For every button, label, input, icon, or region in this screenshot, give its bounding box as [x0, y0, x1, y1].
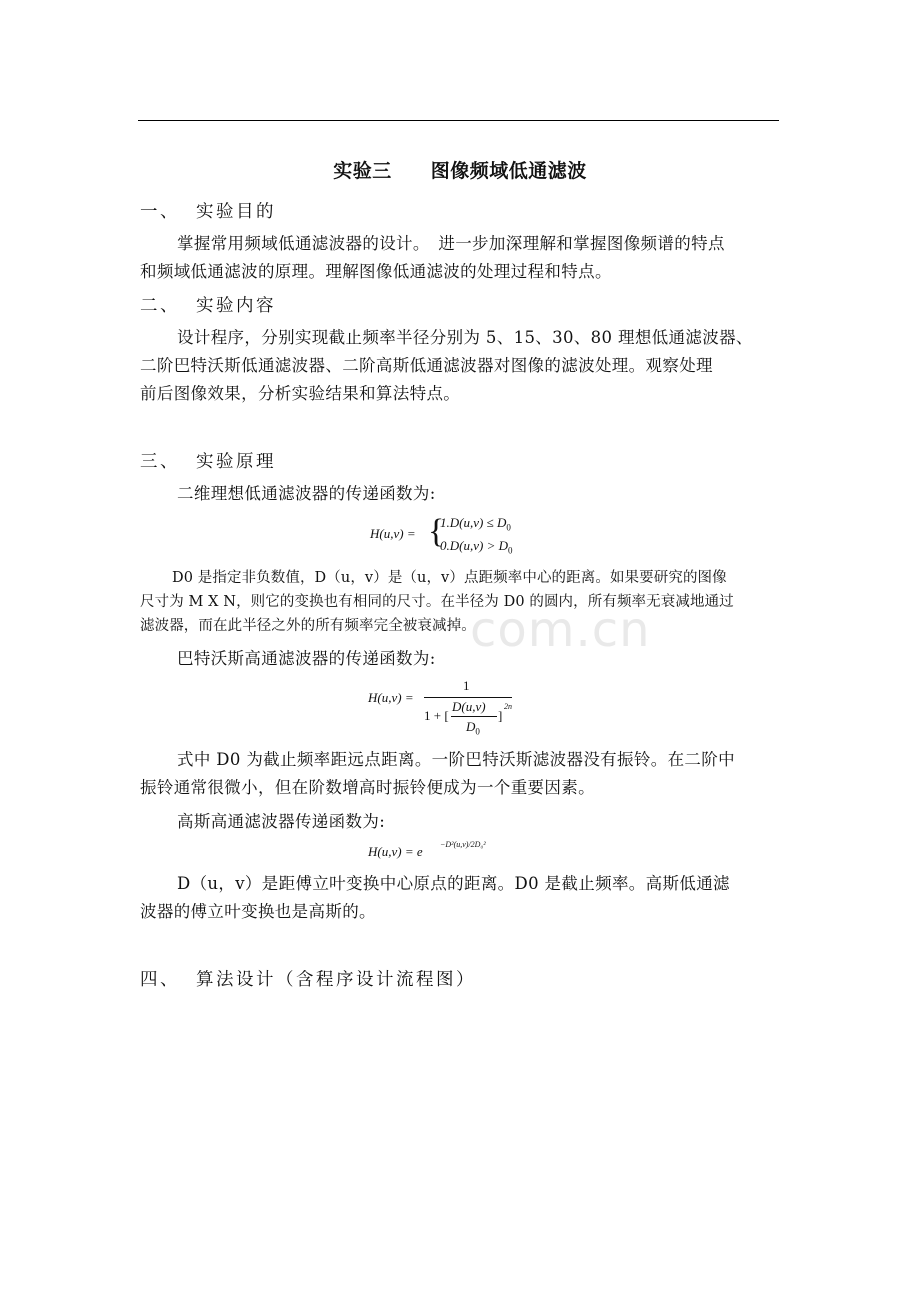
equation-lhs: H(u,v) =	[368, 690, 414, 705]
inner-numerator: D(u,v)	[452, 699, 486, 714]
equation-case-2: $0.D(u,v) > D_0$	[440, 538, 513, 556]
section-1-heading	[140, 198, 276, 223]
ideal-filter-equation	[370, 512, 570, 558]
equation-case-1: $1.D(u,v) \le D_0$	[440, 515, 511, 533]
equation-exponent: −D²(u,v)/2D₀²	[440, 840, 486, 849]
equation-denominator-prefix: 1 + [	[424, 708, 449, 723]
equation-lhs: H(u,v) =	[370, 526, 416, 541]
gaussian-description	[140, 870, 780, 926]
equation-denominator-suffix: ]	[498, 708, 503, 723]
paragraph-line: 掌握常用频域低通滤波器的设计。 进一步加深理解和掌握图像频谱的特点	[177, 234, 725, 253]
ideal-filter-description	[140, 566, 785, 638]
equation-numerator: 1	[463, 678, 470, 693]
section-2-title: 实验内容	[196, 296, 276, 316]
section-4-heading	[140, 966, 476, 991]
paragraph-line: D0 是指定非负数值，D（u，v）是（u，v）点距频率中心的距离。如果要研究的图像	[172, 570, 727, 586]
paragraph-line: D（u，v）是距傅立叶变换中心原点的距离。D0 是截止频率。高斯低通滤	[177, 874, 730, 893]
section-2-paragraph	[140, 324, 780, 408]
section-3-title: 实验原理	[196, 452, 276, 472]
paragraph-line: 设计程序，分别实现截止频率半径分别为 5、15、30、80 理想低通滤波器、	[177, 328, 753, 347]
fraction-line	[424, 697, 512, 698]
section-3-heading	[140, 448, 276, 473]
inner-denominator: $D_0$	[466, 719, 480, 737]
page-title: 实验三 图像频域低通滤波	[333, 160, 587, 182]
paragraph-line: 前后图像效果，分析实验结果和算法特点。	[140, 384, 461, 403]
butterworth-equation	[368, 676, 528, 740]
inner-fraction-line	[451, 716, 497, 717]
paragraph-line: 二阶巴特沃斯低通滤波器、二阶高斯低通滤波器对图像的滤波处理。观察处理	[140, 356, 713, 375]
butterworth-description	[140, 746, 780, 802]
section-4-number: 四、	[140, 970, 180, 990]
paragraph-line: 波器的傅立叶变换也是高斯的。	[140, 902, 376, 921]
paragraph-line: 和频域低通滤波的原理。理解图像低通滤波的处理过程和特点。	[140, 262, 612, 281]
section-4-title: 算法设计（含程序设计流程图）	[196, 970, 476, 990]
paragraph-line: 振铃通常很微小，但在阶数增高时振铃便成为一个重要因素。	[140, 778, 595, 797]
ideal-filter-intro: 二维理想低通滤波器的传递函数为:	[177, 484, 436, 503]
gaussian-intro: 高斯高通滤波器传递函数为:	[177, 812, 386, 831]
section-1-title: 实验目的	[196, 202, 276, 222]
section-2-heading	[140, 292, 276, 317]
section-1-number: 一、	[140, 202, 180, 222]
gaussian-equation	[368, 840, 508, 864]
section-3-number: 三、	[140, 452, 180, 472]
paragraph-line: 滤波器，而在此半径之外的所有频率完全被衰减掉。	[140, 618, 476, 634]
equation-brace: {	[428, 513, 445, 550]
equation-exponent: 2n	[504, 702, 512, 711]
equation-lhs: H(u,v) = e	[368, 844, 423, 859]
header-rule	[138, 120, 779, 121]
section-1-paragraph	[140, 230, 780, 286]
butterworth-intro: 巴特沃斯高通滤波器的传递函数为:	[177, 649, 436, 668]
section-2-number: 二、	[140, 296, 180, 316]
paragraph-line: 式中 D0 为截止频率距远点距离。一阶巴特沃斯滤波器没有振铃。在二阶中	[177, 750, 735, 769]
paragraph-line: 尺寸为 M X N，则它的变换也有相同的尺寸。在半径为 D0 的圆内，所有频率无衰减地通过	[140, 594, 734, 610]
watermark: com.cn	[470, 602, 651, 658]
